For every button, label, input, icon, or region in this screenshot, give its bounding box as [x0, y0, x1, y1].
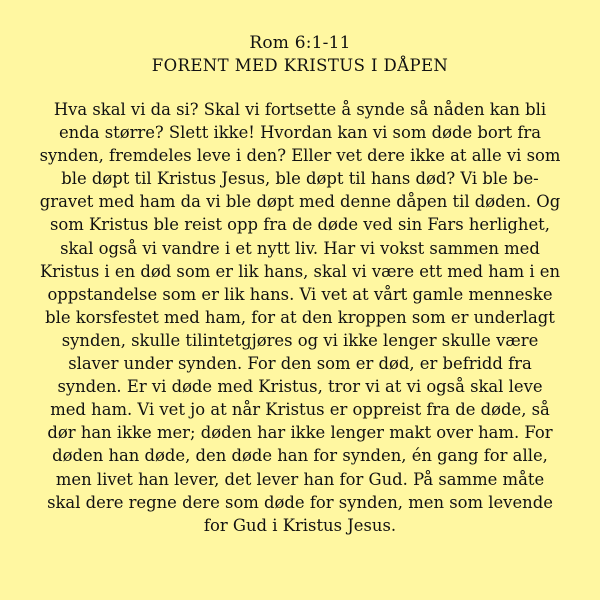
body-line: skal dere regne dere som døde for synden, men som levende	[47, 492, 553, 512]
body-line: slaver under synden. For den som er død, er befridd fra	[68, 354, 532, 374]
scripture-reference: Rom 6:1-11	[249, 33, 351, 53]
body-line: enda større? Slett ikke! Hvordan kan vi som døde bort fra	[58, 123, 542, 143]
body-line: gravet med ham da vi ble døpt med denne dåpen til døden. Og	[39, 192, 561, 212]
body-line: for Gud i Kristus Jesus.	[203, 515, 397, 535]
body-line: som Kristus ble reist opp fra de døde ved sin Fars herlighet,	[50, 215, 550, 235]
body-line: oppstandelse som er lik hans. Vi vet at vårt gamle menneske	[47, 284, 553, 304]
body-line: synden, skulle tilintetgjøres og vi ikke lenger skulle være	[61, 330, 539, 350]
body-line: ble korsfestet med ham, for at den kroppen som er underlagt	[45, 307, 555, 327]
body-line: skal også vi vandre i et nytt liv. Har vi vokst sammen med	[60, 238, 540, 258]
body-line: ble døpt til Kristus Jesus, ble døpt til hans død? Vi ble be-	[61, 169, 539, 189]
page-title: FORENT MED KRISTUS I DÅPEN	[151, 56, 449, 75]
body-line: Kristus i en død som er lik hans, skal vi være ett med ham i en	[39, 261, 561, 281]
body-line: dør han ikke mer; døden har ikke lenger makt over ham. For	[47, 423, 553, 443]
body-line: synden, fremdeles leve i den? Eller vet dere ikke at alle vi som	[39, 146, 561, 166]
scripture-body	[0, 98, 600, 537]
body-line: døden han døde, den døde han for synden, én gang for alle,	[52, 446, 548, 466]
body-line: men livet han lever, det lever han for Gud. På samme måte	[55, 469, 545, 489]
body-line: synden. Er vi døde med Kristus, tror vi at vi også skal leve	[57, 377, 543, 397]
body-line: med ham. Vi vet jo at når Kristus er oppreist fra de døde, så	[50, 400, 550, 420]
body-line: Hva skal vi da si? Skal vi fortsette å synde så nåden kan bli	[53, 100, 547, 119]
